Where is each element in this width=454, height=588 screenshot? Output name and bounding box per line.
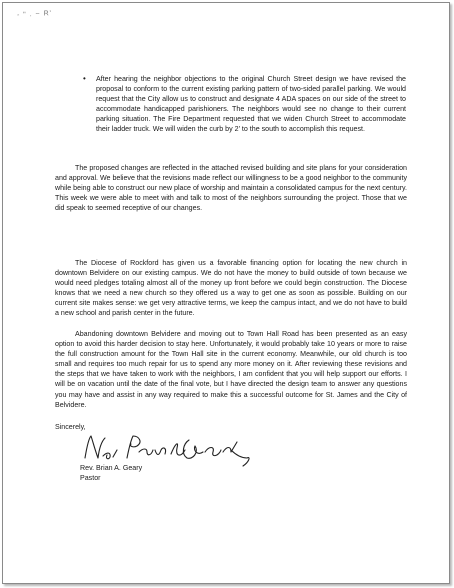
salutation: Sincerely, — [55, 423, 86, 431]
bullet-item — [83, 74, 406, 135]
scanned-letter-page — [2, 2, 450, 584]
handwritten-signature — [81, 428, 261, 468]
paragraph-revisions: The proposed changes are reflected in the attached revised building and site plans for your consideration and approval. We believe that the revisions made reflect our willingness to be a good neighbor to the community while being able to construct our new place of worship and maintain a consolidated campus for the next century. This week we were able to meet with and talk to most of the neighbors surrounding the project. Those that we did speak to seemed receptive of our changes. — [55, 164, 407, 213]
bullet-dot-icon: • — [83, 74, 86, 83]
bullet-text: After hearing the neighbor objections to the original Church Street design we have revised the proposal to conform to the current existing parking pattern of two-sided parallel parking. We would request that the City allow us to construct and designate 4 ADA spaces on our side of the street to accommodate handicapped parishioners. The neighbors would see no change to their current parking situation. The Fire Department requested that we widen Church Street to accommodate their ladder truck. We will widen the curb by 2' to the south to accomplish this request. — [96, 75, 406, 134]
signatory-name: Rev. Brian A. Geary — [80, 464, 143, 472]
corner-scribble: - " . ~ R' — [16, 10, 53, 19]
signatory-title: Pastor — [80, 474, 101, 482]
paragraph-town-hall: Abandoning downtown Belvidere and moving out to Town Hall Road has been presented as an easy option to avoid this harder decision to stay here. Unfortunately, it would probably take 10 years or more to raise the full construction amount for the Town Hall site in the current economy. Meanwhile, our old church is too small and requires too much repair for us to spend any more money on it. After reviewing these revisions and the steps that we have taken to work with the neighbors, I am confident that you will help support our efforts. I will be on vacation until the date of the final vote, but I have directed the design team to answer any questions you may have and assist in any way required to make this a successful outcome for St. James and the City of Belvidere. — [55, 330, 407, 409]
signatory-block — [80, 463, 142, 483]
paragraph-financing: The Diocese of Rockford has given us a favorable financing option for locating the new church in downtown Belvidere on our existing campus. We do not have the money to build outside of town because we would need pledges totaling almost all of the money up front before we could begin construction. The Diocese knows that we need a new church so they offered us a way to get one as soon as possible. Building on our current site makes sense: we get very attractive terms, we keep the campus intact, and we do not have to build a new school and parish center in the future. — [55, 259, 407, 318]
